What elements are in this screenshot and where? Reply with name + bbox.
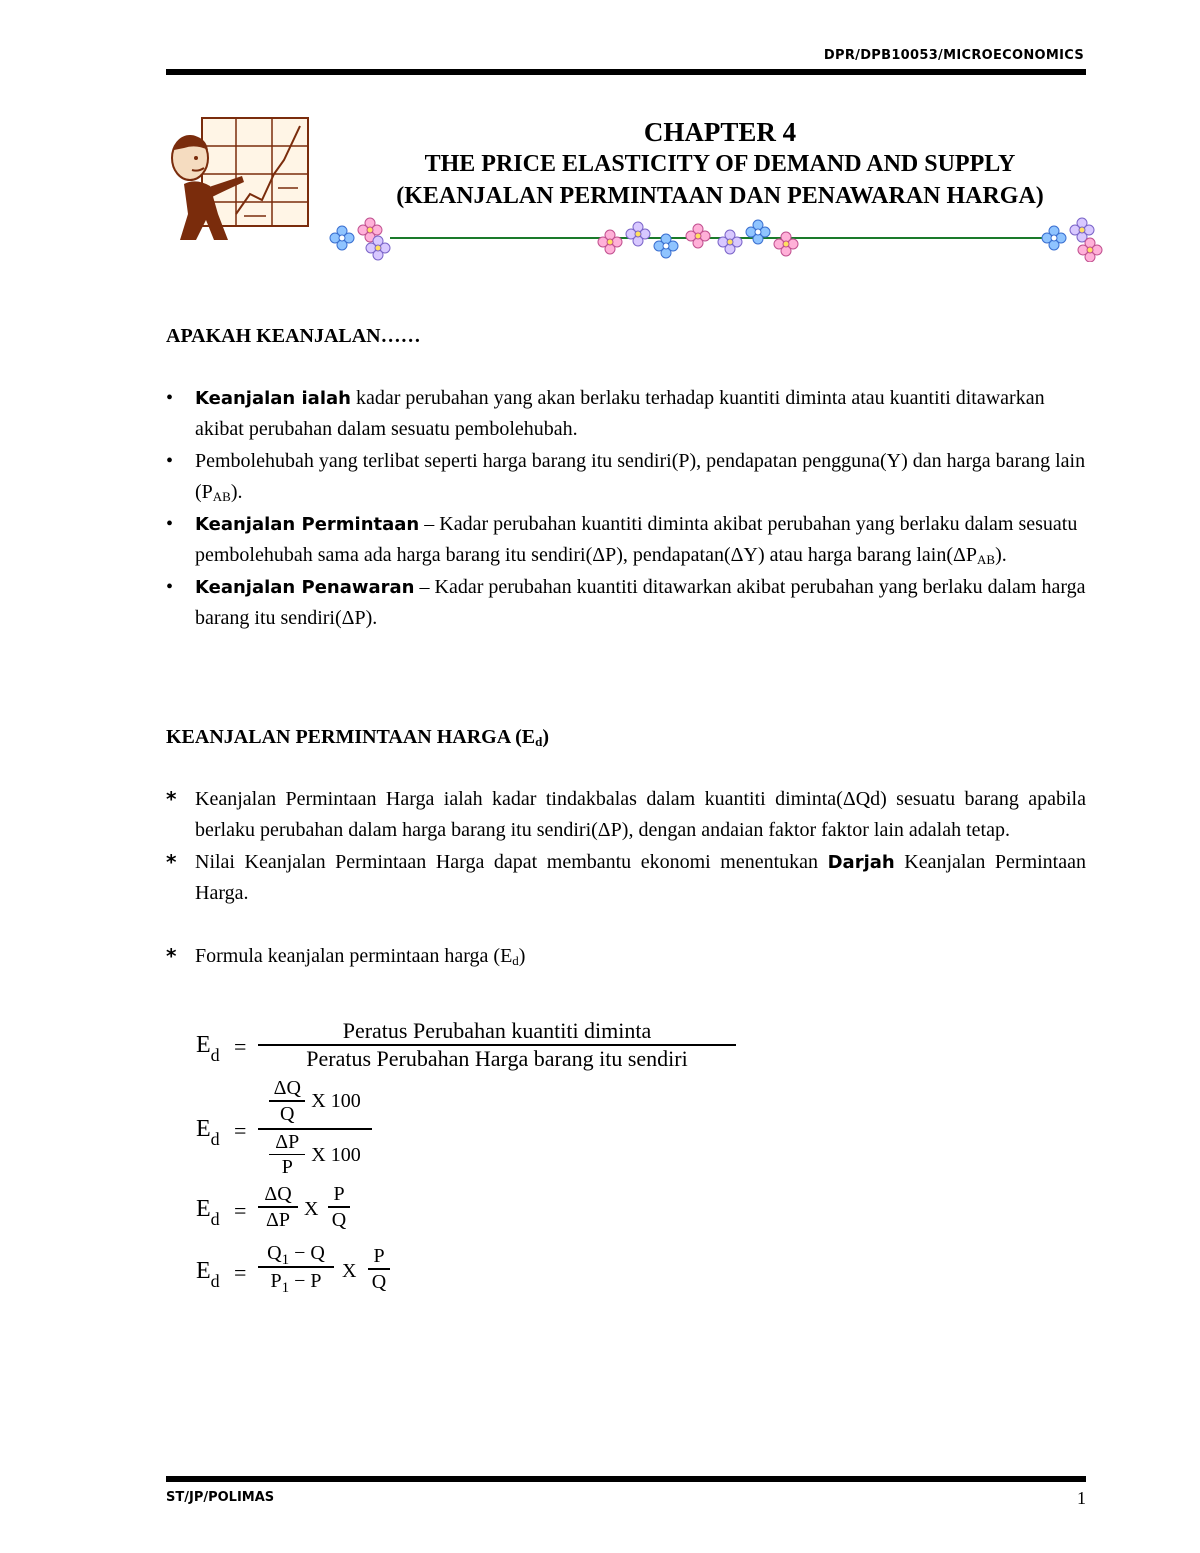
term-keanjalan-permintaan: Keanjalan Permintaan: [195, 513, 420, 535]
list-item: [166, 383, 1086, 446]
explanation-text: Formula keanjalan permintaan harga (E: [195, 944, 513, 967]
term-darjah: Darjah: [827, 851, 895, 873]
equals-sign: =: [234, 1198, 247, 1223]
delta-q: ΔQ: [273, 1077, 301, 1100]
times-sign: X: [342, 1260, 357, 1282]
formula-fraction: [258, 1076, 372, 1180]
formula-fraction-p-q: [328, 1182, 350, 1232]
subscript: AB: [212, 489, 231, 504]
explanation-text: Keanjalan Permintaan Harga ialah kadar tindakbalas dalam kuantiti diminta(ΔQd) sesuatu barang apabila berlaku perubahan dalam harga barang itu sendiri(ΔP), dengan andaian faktor faktor lain adalah tetap.: [195, 787, 1086, 841]
explanation-text: ): [518, 944, 526, 967]
subscript: d: [210, 1129, 220, 1149]
chapter-title-block: [330, 116, 1110, 212]
denominator: [258, 1130, 372, 1180]
minus-p: − P: [289, 1269, 322, 1292]
presenter-illustration: [166, 116, 311, 249]
equals-sign: =: [234, 1034, 247, 1059]
definition-text: – Kadar perubahan kuantiti diminta akibat perubahan yang berlaku dalam sesuatu pembolehubah sama ada harga barang itu sendiri(ΔP), pendapatan(ΔY) atau harga barang lain(ΔP: [195, 512, 1078, 566]
symbol-e: E: [196, 1258, 211, 1284]
definition-text: kadar perubahan yang akan berlaku terhadap kuantiti diminta atau kuantiti ditawarkan akibat perubahan dalam sesuatu pembolehubah.: [195, 386, 1045, 440]
formula-fraction: [258, 1018, 736, 1072]
list-item: [166, 572, 1086, 635]
flower-cluster-right: [1042, 218, 1102, 262]
subscript: 1: [281, 1252, 290, 1268]
formula-lhs: [196, 1196, 220, 1229]
symbol-e: E: [196, 1116, 211, 1142]
section1-heading: APAKAH KEANJALAN……: [166, 325, 421, 347]
p: P: [281, 1156, 293, 1179]
asterisk-icon: *: [166, 849, 177, 874]
symbol-e: E: [196, 1032, 211, 1058]
page-number: 1: [1077, 1488, 1086, 1508]
explanation-text: Nilai Keanjalan Permintaan Harga dapat membantu ekonomi menentukan: [195, 850, 828, 873]
numerator: [258, 1076, 372, 1126]
delta-q: ΔQ: [264, 1183, 292, 1205]
subscript: d: [210, 1209, 220, 1229]
subscript: d: [535, 734, 543, 749]
section-keanjalan-permintaan-harga: [166, 722, 1086, 972]
flower-cluster-left: [330, 218, 390, 260]
asterisk-icon: *: [166, 786, 177, 811]
formula-discrete: [196, 1240, 416, 1306]
formula-ratio: [196, 1182, 396, 1236]
footer-rule: [166, 1476, 1086, 1482]
subscript: d: [210, 1271, 220, 1291]
list-item: [166, 509, 1086, 572]
formula-lhs: [196, 1116, 220, 1149]
subscript: d: [512, 952, 519, 968]
q: Q: [280, 1102, 295, 1125]
q: Q: [267, 1242, 282, 1264]
heading-text: ): [542, 726, 549, 748]
heading-text: KEANJALAN PERMINTAAN HARGA (E: [166, 726, 536, 748]
times-100: X 100: [311, 1143, 361, 1166]
list-item: [166, 941, 1086, 973]
formula-definition: [196, 1014, 756, 1074]
inner-fraction: [269, 1130, 305, 1180]
footer-code: ST/JP/POLIMAS: [166, 1490, 275, 1505]
equals-sign: =: [234, 1118, 247, 1143]
definition-text: – Kadar perubahan kuantiti ditawarkan akibat perubahan yang berlaku dalam harga barang itu sendiri(ΔP).: [195, 575, 1086, 629]
times-100: X 100: [311, 1090, 361, 1112]
chapter-title-malay: (KEANJALAN PERMINTAAN DAN PENAWARAN HARGA): [396, 183, 1044, 209]
list-item: [166, 847, 1086, 910]
symbol-e: E: [196, 1196, 211, 1222]
definition-list: [166, 383, 1086, 635]
definition-text: Pembolehubah yang terlibat seperti harga barang itu sendiri(P), pendapatan pengguna(Y) dan harga barang lain (P: [195, 449, 1086, 503]
p: P: [373, 1245, 385, 1267]
p: P: [270, 1269, 282, 1292]
denominator: Peratus Perubahan Harga barang itu sendiri: [306, 1045, 688, 1071]
asterisk-icon: *: [166, 943, 177, 968]
definition-text: ).: [230, 481, 243, 503]
formula-fraction-dq-dp: [258, 1182, 298, 1232]
delta-p: ΔP: [266, 1208, 290, 1231]
formula-fraction-change: [258, 1240, 334, 1294]
q: Q: [371, 1270, 387, 1293]
term-keanjalan-penawaran: Keanjalan Penawaran: [195, 576, 415, 598]
subscript: 1: [281, 1279, 290, 1296]
explanation-text: Keanjalan Permintaan Harga.: [195, 850, 1086, 904]
subscript: d: [210, 1045, 220, 1065]
formula-lhs: [196, 1032, 220, 1065]
formula-fraction-p-q: [368, 1244, 390, 1294]
section2-heading: [166, 722, 1086, 754]
section-apakah-keanjalan: [166, 321, 1086, 635]
chapter-title-english: THE PRICE ELASTICITY OF DEMAND AND SUPPLY: [424, 151, 1016, 177]
chapter-number: CHAPTER 4: [643, 117, 797, 147]
header-rule: [166, 69, 1086, 75]
p: P: [333, 1183, 345, 1205]
numerator: Peratus Perubahan kuantiti diminta: [342, 1018, 652, 1043]
definition-text: ).: [995, 544, 1007, 566]
explanation-list: [166, 784, 1086, 973]
formula-percentage: [196, 1076, 396, 1180]
numerator: [258, 1240, 334, 1266]
course-code: DPR/DPB10053/MICROECONOMICS: [823, 48, 1084, 63]
formula-lhs: [196, 1258, 220, 1291]
flower-divider: [320, 216, 1120, 267]
equals-sign: =: [234, 1260, 247, 1285]
list-item: [166, 446, 1086, 509]
inner-fraction: [269, 1076, 305, 1126]
q: Q: [331, 1208, 347, 1231]
subscript: AB: [977, 552, 996, 567]
denominator: [258, 1268, 334, 1294]
delta-p: ΔP: [275, 1130, 300, 1153]
term-keanjalan: Keanjalan ialah: [195, 387, 351, 409]
minus-q: − Q: [289, 1242, 325, 1264]
list-item: [166, 784, 1086, 847]
times-sign: X: [304, 1198, 319, 1220]
